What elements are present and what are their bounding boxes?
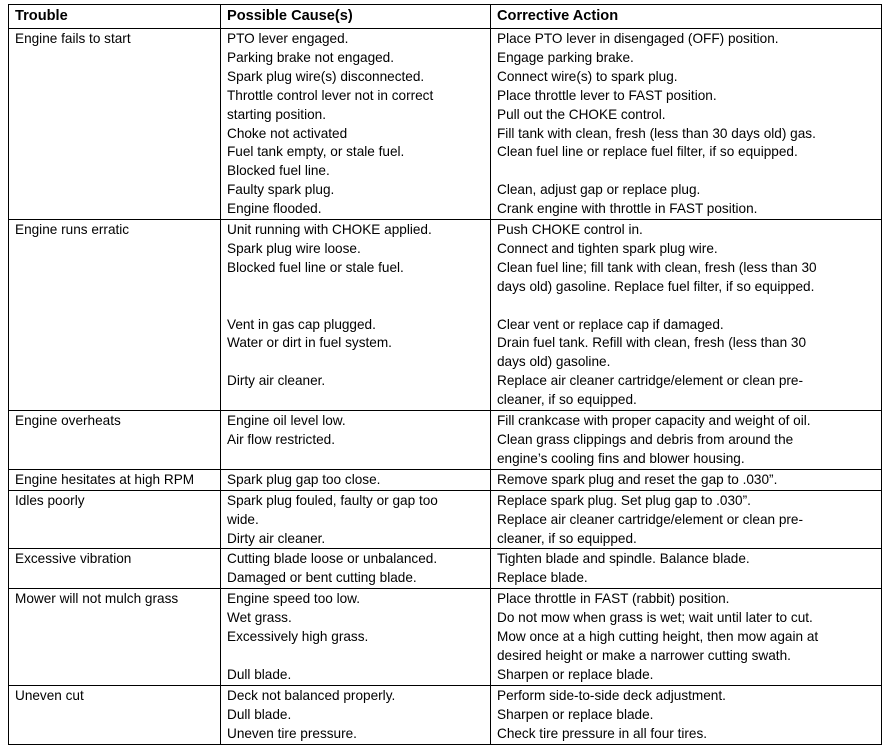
cause-line: Deck not balanced properly. — [227, 687, 396, 703]
trouble-text: Excessive vibration — [15, 551, 132, 567]
action-line: Sharpen or replace blade. — [497, 666, 654, 682]
blank-line — [227, 278, 485, 297]
action-cell — [491, 490, 882, 549]
cause-line: Cutting blade loose or unbalanced. — [227, 551, 438, 567]
cause-line: Spark plug wire loose. — [227, 240, 361, 256]
action-line: Do not mow when grass is wet; wait until later to cut. — [497, 610, 813, 626]
action-line: cleaner, if so equipped. — [497, 392, 637, 408]
action-line: Place throttle in FAST (rabbit) position. — [497, 591, 730, 607]
action-cell — [491, 549, 882, 589]
blank-line — [227, 450, 485, 469]
table-row — [9, 29, 882, 220]
action-cell — [491, 411, 882, 470]
action-line: Replace air cleaner cartridge/element or clean pre- — [497, 373, 804, 389]
action-line: Replace spark plug. Set plug gap to .030”. — [497, 492, 751, 508]
cause-cell — [221, 220, 491, 411]
cause-line: Blocked fuel line. — [227, 163, 330, 179]
action-cell — [491, 589, 882, 686]
action-line: Connect wire(s) to spark plug. — [497, 68, 678, 84]
cause-cell — [221, 411, 491, 470]
cause-cell — [221, 490, 491, 549]
action-line: Perform side-to-side deck adjustment. — [497, 687, 726, 703]
trouble-cell — [9, 469, 221, 490]
action-line: Mow once at a high cutting height, then mow again at — [497, 629, 819, 645]
action-line: cleaner, if so equipped. — [497, 530, 637, 546]
cause-line: Faulty spark plug. — [227, 182, 335, 198]
table-row — [9, 220, 882, 411]
table-row — [9, 411, 882, 470]
action-line: Sharpen or replace blade. — [497, 706, 654, 722]
action-line: days old) gasoline. Replace fuel filter, if so equipped. — [497, 278, 815, 294]
action-line: Pull out the CHOKE control. — [497, 106, 666, 122]
table-row — [9, 490, 882, 549]
table-row — [9, 549, 882, 589]
cause-cell — [221, 29, 491, 220]
cause-line: Dull blade. — [227, 706, 292, 722]
cause-line: Dull blade. — [227, 666, 292, 682]
blank-line — [227, 297, 485, 316]
action-line: Clean fuel line; fill tank with clean, fresh (less than 30 — [497, 259, 817, 275]
cause-line: Dirty air cleaner. — [227, 373, 326, 389]
cause-line: Excessively high grass. — [227, 629, 369, 645]
trouble-cell — [9, 411, 221, 470]
cause-line: Spark plug wire(s) disconnected. — [227, 68, 425, 84]
trouble-text: Engine overheats — [15, 413, 121, 429]
blank-line — [227, 353, 485, 372]
action-line: Fill tank with clean, fresh (less than 30 days old) gas. — [497, 125, 816, 141]
cause-cell — [221, 549, 491, 589]
table-header-row — [9, 5, 882, 29]
action-line: Fill crankcase with proper capacity and weight of oil. — [497, 413, 811, 429]
action-line: days old) gasoline. — [497, 354, 611, 370]
trouble-cell — [9, 220, 221, 411]
table-row — [9, 469, 882, 490]
cause-line: Water or dirt in fuel system. — [227, 335, 392, 351]
action-cell — [491, 29, 882, 220]
action-line: Crank engine with throttle in FAST position. — [497, 201, 758, 217]
cause-line: Fuel tank empty, or stale fuel. — [227, 144, 405, 160]
action-cell — [491, 469, 882, 490]
header-trouble: Trouble — [9, 5, 221, 29]
blank-line — [497, 297, 876, 316]
action-line: Connect and tighten spark plug wire. — [497, 240, 718, 256]
header-corrective-action: Corrective Action — [491, 5, 882, 29]
action-line: Tighten blade and spindle. Balance blade. — [497, 551, 750, 567]
cause-line: Choke not activated — [227, 125, 348, 141]
trouble-text: Mower will not mulch grass — [15, 591, 179, 607]
action-line: Engage parking brake. — [497, 49, 634, 65]
cause-line: Damaged or bent cutting blade. — [227, 570, 417, 586]
cause-line: Unit running with CHOKE applied. — [227, 222, 432, 238]
action-line: Replace blade. — [497, 570, 588, 586]
action-line: Clean, adjust gap or replace plug. — [497, 182, 701, 198]
action-line: Drain fuel tank. Refill with clean, fresh (less than 30 — [497, 335, 807, 351]
action-line: engine’s cooling fins and blower housing. — [497, 450, 745, 466]
action-cell — [491, 220, 882, 411]
cause-line: Vent in gas cap plugged. — [227, 316, 376, 332]
trouble-cell — [9, 490, 221, 549]
header-possible-causes: Possible Cause(s) — [221, 5, 491, 29]
troubleshooting-table — [8, 4, 882, 745]
cause-line: PTO lever engaged. — [227, 31, 349, 46]
cause-line: Uneven tire pressure. — [227, 725, 357, 741]
blank-line — [227, 391, 485, 410]
cause-line: Parking brake not engaged. — [227, 49, 395, 65]
trouble-text: Engine runs erratic — [15, 222, 130, 238]
cause-line: Dirty air cleaner. — [227, 530, 326, 546]
cause-line: Spark plug fouled, faulty or gap too — [227, 492, 438, 508]
trouble-cell — [9, 549, 221, 589]
action-line: Replace air cleaner cartridge/element or clean pre- — [497, 511, 804, 527]
cause-line: wide. — [227, 511, 259, 527]
blank-line — [497, 162, 876, 181]
cause-cell — [221, 589, 491, 686]
trouble-text: Engine hesitates at high RPM — [15, 471, 195, 487]
cause-line: starting position. — [227, 106, 326, 122]
action-line: desired height or make a narrower cutting swath. — [497, 647, 791, 663]
cause-line: Engine speed too low. — [227, 591, 361, 607]
trouble-cell — [9, 589, 221, 686]
cause-line: Air flow restricted. — [227, 432, 336, 448]
action-line: Place PTO lever in disengaged (OFF) position. — [497, 31, 779, 46]
action-line: Place throttle lever to FAST position. — [497, 87, 717, 103]
trouble-text: Engine fails to start — [15, 31, 131, 46]
cause-cell — [221, 469, 491, 490]
action-line: Clear vent or replace cap if damaged. — [497, 316, 724, 332]
cause-line: Throttle control lever not in correct — [227, 87, 434, 103]
action-line: Push CHOKE control in. — [497, 222, 643, 238]
cause-line: Blocked fuel line or stale fuel. — [227, 259, 404, 275]
action-line: Check tire pressure in all four tires. — [497, 725, 708, 741]
cause-line: Engine flooded. — [227, 201, 322, 217]
trouble-text: Uneven cut — [15, 687, 84, 703]
trouble-cell — [9, 29, 221, 220]
table-row — [9, 589, 882, 686]
trouble-text: Idles poorly — [15, 492, 85, 508]
action-line: Clean fuel line or replace fuel filter, if so equipped. — [497, 144, 798, 160]
cause-line: Wet grass. — [227, 610, 292, 626]
action-line: Remove spark plug and reset the gap to .030”. — [497, 471, 778, 487]
action-line: Clean grass clippings and debris from around the — [497, 432, 794, 448]
cause-line: Engine oil level low. — [227, 413, 346, 429]
cause-line: Spark plug gap too close. — [227, 471, 381, 487]
table-body — [9, 29, 882, 745]
blank-line — [227, 647, 485, 666]
